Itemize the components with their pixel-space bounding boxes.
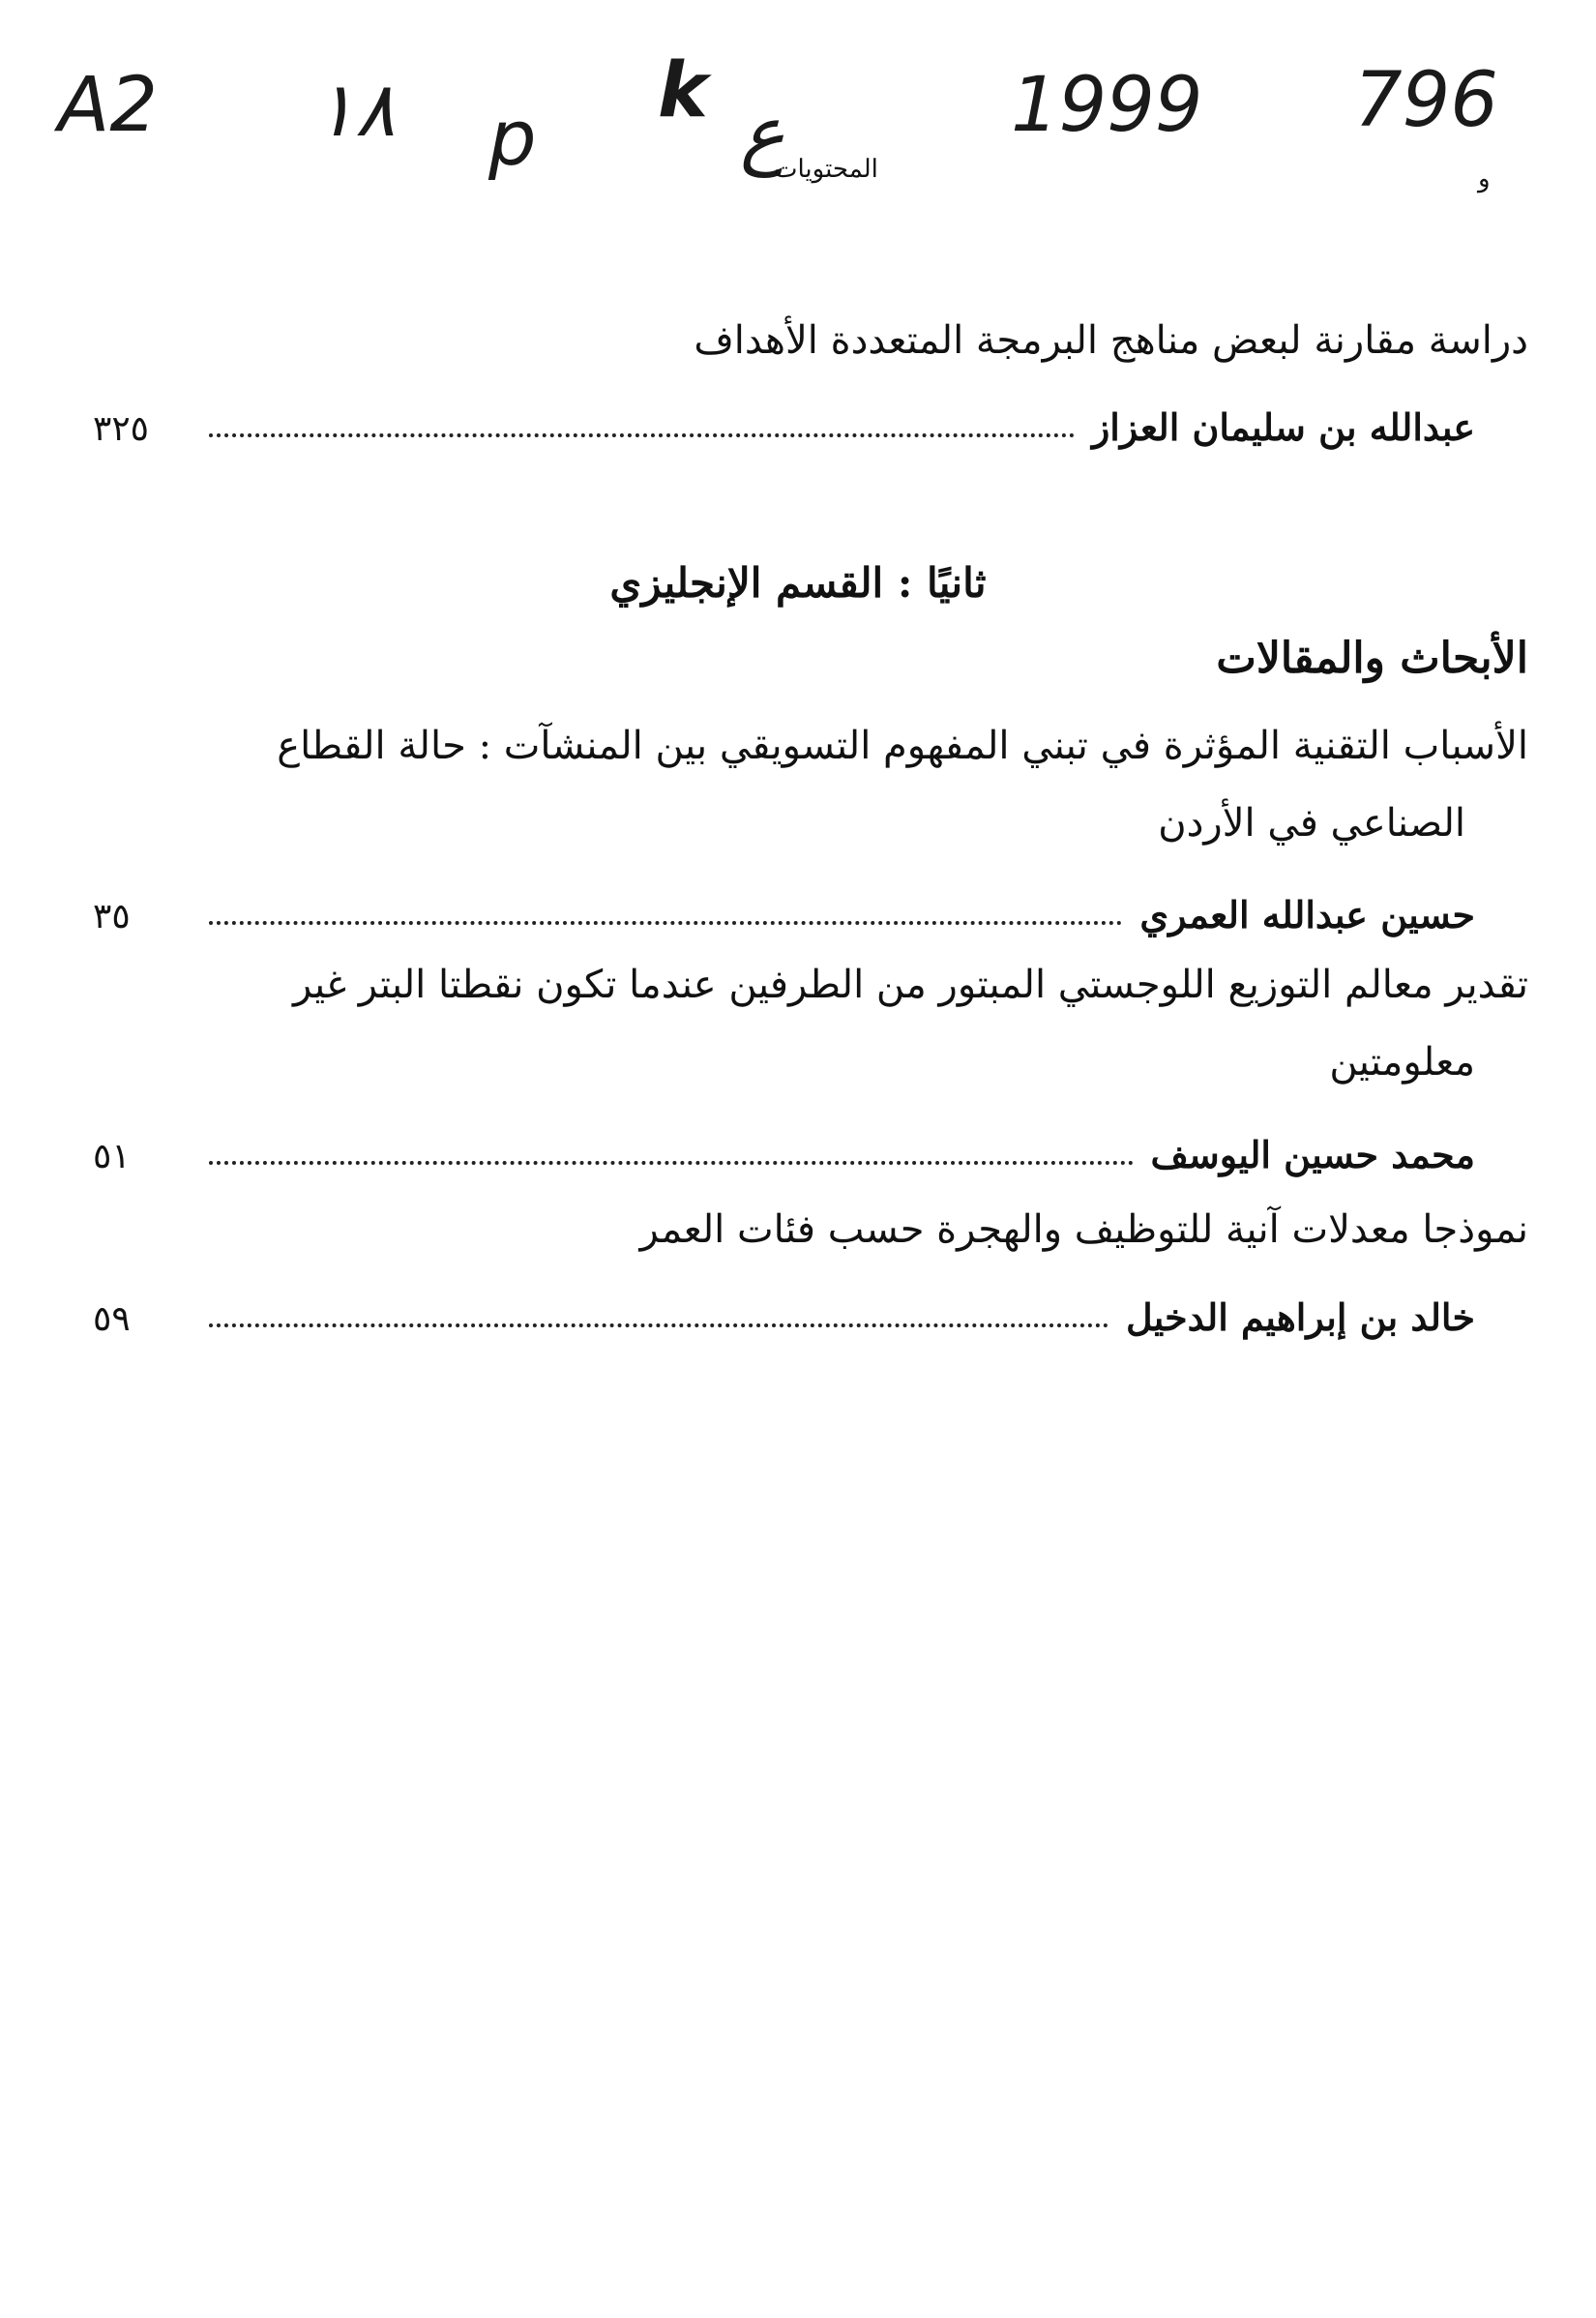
entry-title-continued: معلومتين (1329, 1040, 1475, 1085)
handwritten-number: ١٨ (314, 67, 396, 154)
dot-leader (209, 433, 1075, 437)
dot-leader (209, 1161, 1134, 1165)
entry-title: تقدير معالم التوزيع اللوجستي المبتور من الطرفين عندما تكون نقطتا البتر غير (292, 963, 1528, 1007)
entry-author: خالد بن إبراهيم الدخيل (1125, 1295, 1475, 1339)
toc-row (93, 395, 1475, 449)
page-number: ٥٩ (93, 1299, 131, 1339)
toc-row (93, 882, 1475, 936)
section-subheading: الأبحاث والمقالات (1216, 634, 1528, 683)
section-heading: ثانيًا : القسم الإنجليزي (609, 559, 987, 607)
entry-author: حسين عبدالله العمري (1139, 893, 1475, 936)
handwritten-letter-ain: ع (740, 91, 785, 178)
toc-row (93, 1285, 1475, 1339)
page-number: ٥١ (93, 1137, 131, 1176)
page-number: ٣٢٥ (93, 409, 150, 449)
handwritten-call-number: 796 (1354, 57, 1498, 144)
toc-row (93, 1122, 1475, 1176)
page-marker: و (1478, 164, 1491, 193)
page-title: المحتويات (774, 155, 878, 184)
handwritten-letter-k: k (658, 47, 708, 134)
entry-title: دراسة مقارنة لبعض مناهج البرمجة المتعددة الأهداف (694, 318, 1528, 363)
page-number: ٣٥ (93, 897, 131, 936)
entry-title: نموذجا معدلات آنية للتوظيف والهجرة حسب فئات العمر (639, 1207, 1528, 1252)
dot-leader (209, 921, 1122, 925)
handwritten-year: 1999 (1011, 62, 1203, 149)
entry-title-continued: الصناعي في الأردن (1158, 801, 1465, 846)
entry-author: محمد حسين اليوسف (1150, 1133, 1475, 1176)
handwritten-code: A2 (58, 62, 158, 149)
entry-author: عبدالله بن سليمان العزاز (1091, 405, 1475, 449)
entry-title: الأسباب التقنية المؤثرة في تبني المفهوم التسويقي بين المنشآت : حالة القطاع (277, 724, 1528, 768)
handwritten-letter-p: p (488, 96, 537, 183)
dot-leader (209, 1323, 1108, 1327)
